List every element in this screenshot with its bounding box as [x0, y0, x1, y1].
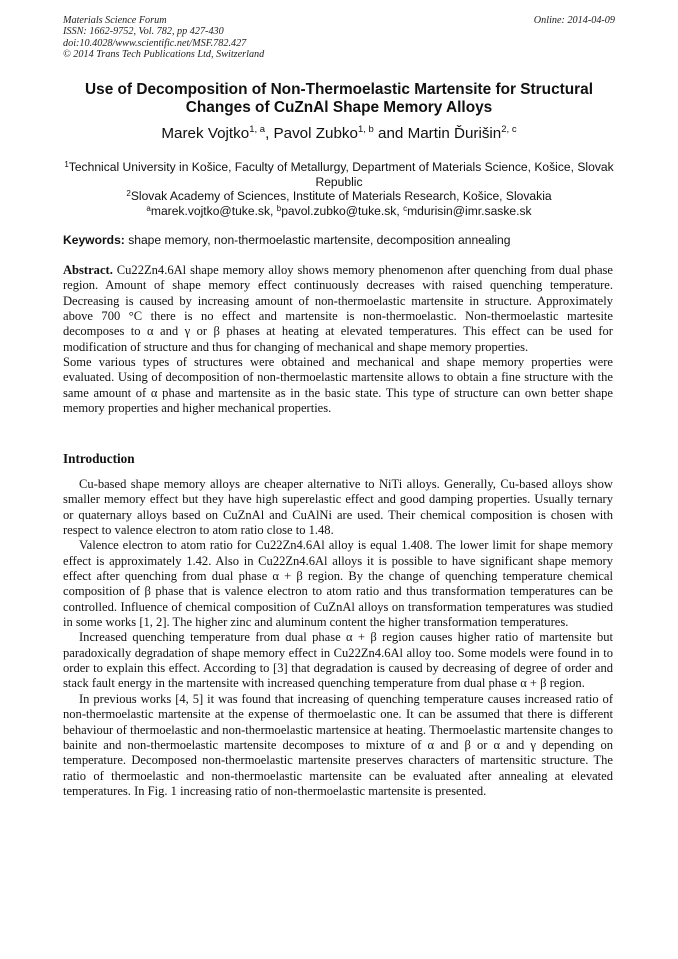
affiliations: [63, 160, 615, 218]
intro-paragraph: Valence electron to atom ratio for Cu22Zn4.6Al alloy is equal 1.408. The lower limit for shape memory effect is approximately 1.42. Also in Cu22Zn4.6Al alloys it is possible to have significant shape memory effect after quenching from dual phase α + β region. By the change of quenching temperature chemical composition of β phase that is valence electron to atom ratio and thus transformation temperatures can be controlled. Influence of chemical composition of CuZnAl alloys on transformation temperatures was studied in some works [1, 2]. The higher zinc and aluminum content the higher transformation temperatures.: [63, 538, 613, 630]
intro-paragraph: In previous works [4, 5] it was found that increasing of quenching temperature causes increased ratio of non-thermoelastic martensite at the expense of thermoelastic one. It can be assumed that there is different behaviour of thermoelastic and non-thermoelastic martensice at heating. Thermoelastic martensite changes to bainite and non-thermoelastic martensite decomposes to mixture of α and β or α and γ depending on temperature. Decomposed non-thermoelastic martensite preserves characters of martensitic structure. The ratio of thermoelastic and non-thermoelastic martensite can be evaluated after annealing at elevated temperatures. In Fig. 1 increasing ratio of non-thermoelastic martensite is presented.: [63, 691, 613, 798]
email-superscript: b: [276, 203, 282, 213]
title-line-2: Changes of CuZnAl Shape Memory Alloys: [185, 99, 493, 116]
author-superscript: 2, c: [501, 124, 517, 135]
title-line-1: Use of Decomposition of Non-Thermoelastic Martensite for Structural: [85, 81, 593, 98]
author-list: Marek Vojtko$^{1, a}$, Pavol Zubko$^{1, b}$ and Martin Ďurišin$^{2, c}$: [161, 124, 517, 142]
author-superscript: 1, a: [249, 124, 266, 135]
doi-line[interactable]: doi:10.4028/www.scientific.net/MSF.782.427: [63, 37, 247, 49]
section-heading-introduction: Introduction: [63, 451, 135, 466]
abstract: [63, 263, 613, 416]
intro-paragraph: Cu-based shape memory alloys are cheaper alternative to NiTi alloys. Generally, Cu-based alloys show smaller memory effect but they have high superelastic effect and good damping properties. Usually ternary or quaternary alloys based on CuZnAl and CuAlNi are used. Their chemical composition is chosen with respect to valence electron to atom ratio close to 1.48.: [63, 477, 613, 538]
abstract-text: Cu22Zn4.6Al shape memory alloy shows memory phenomenon after quenching from dual phase region. Amount of shape memory effect continuously decreases with raised quenching temperature. Decreasing is caused by increasing amount of non-thermoelastic martensite in structure. Approximately above 700 °C there is no effect and martensite is non-thermoelastic. Non-thermoelastic martesite decomposes to α and γ or β phases at heating at elevated temperatures. This effect can be used for modification of structure and thus for changing of mechanical and shape memory properties.: [63, 263, 613, 354]
journal-header: [63, 15, 615, 60]
copyright-line: © 2014 Trans Tech Publications Ltd, Switzerland: [63, 48, 265, 60]
abstract-paragraph: Some various types of structures were obtained and mechanical and shape memory properties were evaluated. Using of decomposition of non-thermoelastic martensite allows to obtain a fine structure with the same amount of α phase and martensite as in the basic state. This type of structure can own better shape memory properties and higher mechanical properties.: [63, 355, 613, 416]
email-link[interactable]: marek.vojtko@tuke.sk,: [150, 203, 277, 218]
introduction-body: [63, 477, 613, 799]
keywords-text: shape memory, non-thermoelastic martensite, decomposition annealing: [124, 233, 511, 247]
paper-title: [63, 81, 615, 117]
affiliation-superscript: 1: [64, 160, 69, 169]
author-name: Pavol Zubko: [273, 125, 358, 142]
affiliation-2: [63, 189, 615, 204]
journal-name: Materials Science Forum: [63, 15, 167, 26]
author-name: Marek Vojtko: [161, 125, 250, 142]
email-line: [63, 204, 615, 219]
email-superscript: c: [403, 203, 408, 213]
author-superscript: 1, b: [357, 124, 374, 135]
affiliation-1: [63, 160, 615, 189]
online-date: Online: 2014-04-09: [533, 15, 615, 26]
affiliation-text: Technical University in Košice, Faculty of Metallurgy, Department of Materials Science, Košice, Slovak Republic: [68, 160, 614, 189]
issn-line: ISSN: 1662-9752, Vol. 782, pp 427-430: [63, 26, 224, 38]
abstract-label: Abstract.: [63, 263, 113, 277]
affiliation-text: Slovak Academy of Sciences, Institute of Materials Research, Košice, Slovakia: [130, 189, 552, 203]
email-link[interactable]: mdurisin@imr.saske.sk: [407, 203, 532, 218]
keywords-line: [63, 233, 615, 248]
affiliation-superscript: 2: [126, 189, 131, 198]
intro-paragraph: Increased quenching temperature from dual phase α + β region causes higher ratio of martensite but paradoxically degradation of shape memory effect in Cu22Zn4.6Al alloy too. Some models were found in to order to explain this effect. According to [3] that degradation is caused by decreasing of degree of order and stack fault energy in the martensite with increased quenching temperature from dual phase α + β region.: [63, 630, 613, 691]
abstract-paragraph: [63, 263, 613, 355]
keywords-label: Keywords:: [63, 233, 125, 247]
author-name: Martin Ďurišin: [407, 125, 502, 142]
email-superscript: a: [146, 203, 151, 213]
email-link[interactable]: pavol.zubko@tuke.sk,: [281, 203, 404, 218]
